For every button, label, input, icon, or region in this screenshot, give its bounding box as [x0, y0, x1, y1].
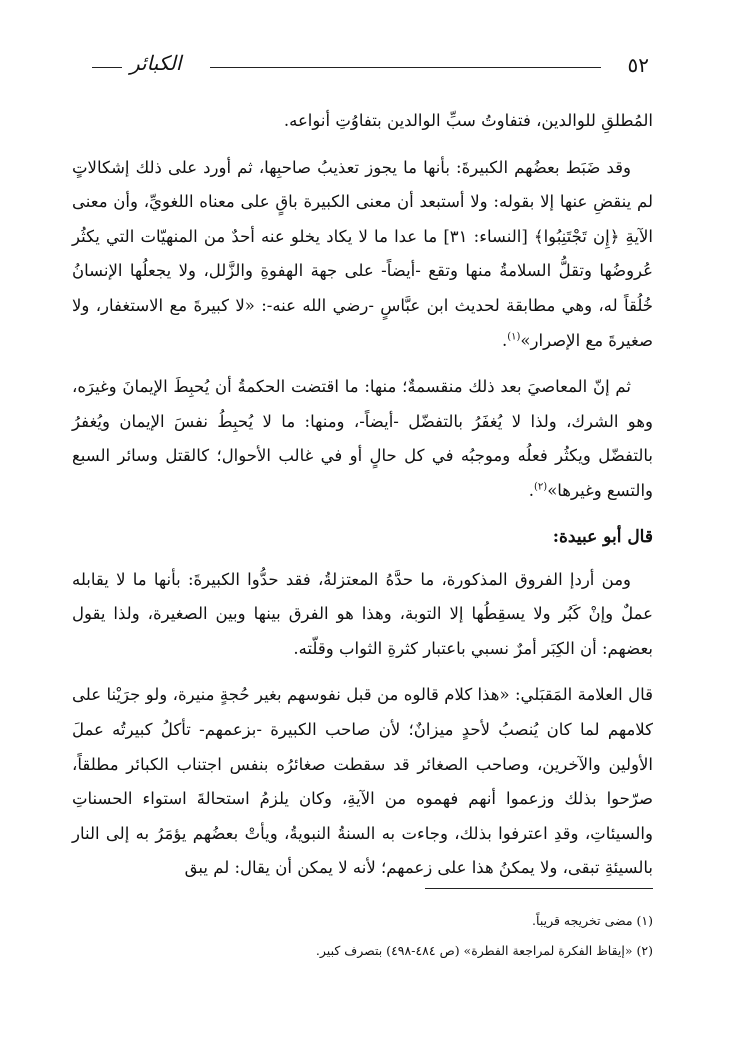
page-header [92, 52, 649, 88]
section-heading: قال أبو عبيدة: [552, 526, 653, 547]
footnote-ref: (٢) [534, 481, 548, 493]
main-text [72, 104, 653, 898]
header-rule-right [210, 67, 601, 68]
paragraph: المُطلقِ للوالدين، فتفاوتُ سبِّ الوالدين بتفاوُتِ أنواعه. [283, 111, 653, 130]
footnote-ref: (١) [507, 331, 521, 343]
footnote: (١) مضى تخريجه قريباً. [532, 913, 653, 928]
page-number: ٥٢ [627, 53, 649, 77]
header-rule-left [92, 67, 122, 68]
footnote: (٢) «إيقاظ الفكرة لمراجعة الفطرة» (ص ٤٨٤-٤٩٨) بتصرف كبير. [315, 943, 653, 958]
paragraph-text: ثم إنّ المعاصيَ بعد ذلك منقسمةٌ؛ منها: ما اقتضت الحكمةُ أن يُحبِطَ الإيمانَ وغيرَه، وهو الشرك، ولذا لا يُغفَرُ بالتفضّل -أيضاً-، ومنها: ما لا يُحبِطُ نفسَ الإيمان ويُغفرُ بالتفضّل ويكثُر فعلُه وموجبُه في كل حالٍ أو في غالب الأحوال؛ كالقتل وسائر السبع والتسع وغيرها» [72, 377, 653, 500]
paragraph: قال العلامة المَقبَلي: «هذا كلام قالوه من قبل نفوسهم بغير حُجةٍ منيرة، ولو جرَيْنا على كلامهم لما كان يُنصبُ لأحدٍ ميزانٌ؛ لأن صاحب الكبيرة -بزعمهم- تأكلُ كبيرتُه عملَ الأولين والآخرين، وصاحب الصغائر قد سقطت صغائرُه بنفس اجتناب الكبائر مطلقاً، صرّحوا بذلك وزعموا أنهم فهموه من الآيةِ، وكان يلزمُ استحالةَ استواء الحسناتِ والسيئاتِ، وقدِ اعترفوا بذلك، وجاءت به السنةُ النبويةُ، ويأتْ بعضُهم يؤمَرُ به إلى النار بالسيئةِ تبقى، ولا يمكنُ هذا على زعمهم؛ لأنه لا يمكن أن يقال: لم يبق [72, 685, 653, 878]
running-book-title: الكبائر [130, 51, 182, 75]
paragraph-text: وقد ضَبَط بعضُهم الكبيرةَ: بأنها ما يجوز تعذيبُ صاحبِها، ثم أورد على ذلك إشكالاتٍ لم ينقضِ عنها إلا بقوله: ولا أستبعد أن معنى الكبيرة باقٍ على معناه اللغويِّ، وأن معنى الآيةِ ﴿إِن تَجْتَنِبُوا﴾ [النساء: ٣١] ما عدا ما لا يكاد يخلو عنه أحدٌ من المنهيّات التي يكثُر عُروضُها وتقلُّ السلامةُ منها وتقع -أيضاً- على جهة الهفوةِ والزَّلل، ولا يجعلُها الإنسانُ خُلُقاً له، وهي مطابقة لحديث ابن عبَّاسٍ -رضي الله عنه-: «لا كبيرةَ مع الاستغفار، ولا صغيرةَ مع الإصرار» [72, 157, 653, 350]
footnotes [93, 906, 653, 966]
paragraph: وقد ضَبَط بعضُهم الكبيرةَ: بأنها ما يجوز تعذيبُ صاحبِها، ثم أورد على ذلك إشكالاتٍ لم ينقضِ عنها إلا بقوله: ولا أستبعد أن معنى الكبيرة باقٍ على معناه اللغويِّ، وأن معنى الآيةِ ﴿إِن تَجْتَنِبُوا﴾ [النساء: ٣١] ما عدا ما لا يكاد يخلو عنه أحدٌ من المنهيّات التي يكثُر عُروضُها وتقلُّ السلامةُ منها وتقع -أيضاً- على جهة الهفوةِ والزَّلل، ولا يجعلُها الإنسانُ خُلُقاً له، وهي مطابقة لحديث ابن عبَّاسٍ -رضي الله عنه-: «لا كبيرةَ مع الاستغفار، ولا صغيرةَ مع الإصرار»$^{(١)}$. [72, 157, 653, 350]
paragraph: ثم إنّ المعاصيَ بعد ذلك منقسمةٌ؛ منها: ما اقتضت الحكمةُ أن يُحبِطَ الإيمانَ وغيرَه، وهو الشرك، ولذا لا يُغفَرُ بالتفضّل -أيضاً-، ومنها: ما لا يُحبِطُ نفسَ الإيمان ويُغفرُ بالتفضّل ويكثُر فعلُه وموجبُه في كل حالٍ أو في غالب الأحوال؛ كالقتل وسائر السبع والتسع وغيرها»$^{(٢)}$. [72, 377, 653, 500]
paragraph: ومن أردإ الفروق المذكورة، ما حدَّهُ المعتزلةُ، فقد حدُّوا الكبيرةَ: بأنها ما لا يقابله عملٌ وإنْ كَبُر ولا يسقِطُها إلا التوبة، وهذا هو الفرق بينها وبين الصغيرة، ولذا يقول بعضهم: أن الكِبَر أمرٌ نسبي باعتبار كثرةِ الثواب وقلّته. [72, 569, 653, 658]
footnote-separator [425, 888, 653, 889]
